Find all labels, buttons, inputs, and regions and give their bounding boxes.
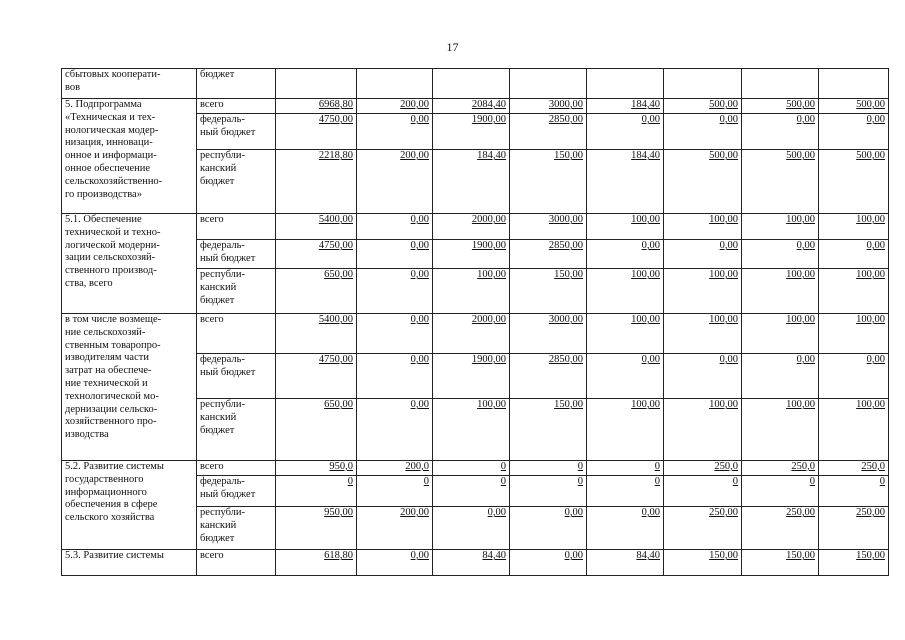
amount-value: 0,00 [719, 114, 738, 125]
amount-cell [433, 114, 510, 150]
amount-value: 0,00 [410, 314, 429, 325]
amount-cell [664, 354, 742, 399]
amount-cell [587, 99, 664, 114]
amount-cell [587, 69, 664, 99]
amount-cell [510, 240, 587, 269]
amount-cell [433, 240, 510, 269]
amount-cell [276, 507, 357, 550]
amount-value: 5400,00 [318, 214, 353, 225]
amount-value: 250,0 [714, 461, 738, 472]
amount-cell [276, 476, 357, 507]
table-row [62, 214, 889, 240]
amount-cell [742, 269, 819, 314]
amount-cell [819, 240, 889, 269]
amount-cell [742, 314, 819, 354]
amount-cell [742, 114, 819, 150]
amount-value: 0,00 [796, 240, 815, 251]
amount-cell [587, 399, 664, 461]
amount-cell [664, 476, 742, 507]
amount-value: 0,00 [564, 550, 583, 561]
amount-value: 100,00 [631, 399, 660, 410]
amount-value: 0,00 [866, 354, 885, 365]
amount-value: 250,00 [786, 507, 815, 518]
amount-value: 0,00 [641, 507, 660, 518]
amount-value: 0,00 [410, 214, 429, 225]
table-row [62, 69, 889, 99]
amount-value: 2000,00 [471, 314, 506, 325]
amount-value: 250,0 [861, 461, 885, 472]
amount-cell [357, 150, 433, 214]
amount-value: 100,00 [709, 314, 738, 325]
amount-cell [819, 114, 889, 150]
amount-value: 0,00 [410, 269, 429, 280]
table-row [62, 550, 889, 576]
amount-cell [664, 240, 742, 269]
funding-source-cell: всего [197, 550, 276, 576]
amount-cell [664, 114, 742, 150]
amount-value: 0,00 [866, 240, 885, 251]
amount-cell [664, 461, 742, 476]
amount-value: 2850,00 [548, 354, 583, 365]
funding-source-cell: всего [197, 461, 276, 476]
funding-source-cell: всего [197, 314, 276, 354]
amount-value: 100,00 [856, 269, 885, 280]
amount-value: 84,40 [636, 550, 660, 561]
amount-value: 100,00 [709, 214, 738, 225]
amount-value: 1900,00 [471, 354, 506, 365]
amount-cell [276, 150, 357, 214]
amount-value: 100,00 [631, 314, 660, 325]
amount-value: 184,40 [477, 150, 506, 161]
amount-value: 0,00 [641, 114, 660, 125]
amount-value: 500,00 [709, 99, 738, 110]
amount-value: 4750,00 [318, 354, 353, 365]
amount-cell [276, 214, 357, 240]
amount-cell [433, 461, 510, 476]
amount-value: 100,00 [786, 314, 815, 325]
amount-cell [510, 476, 587, 507]
amount-value: 3000,00 [548, 314, 583, 325]
amount-cell [510, 354, 587, 399]
amount-cell [587, 314, 664, 354]
amount-value: 0,00 [410, 240, 429, 251]
amount-value: 950,00 [324, 507, 353, 518]
amount-value: 0,00 [410, 354, 429, 365]
amount-value: 0,00 [487, 507, 506, 518]
amount-cell [433, 150, 510, 214]
amount-cell [664, 507, 742, 550]
funding-source-cell: республи- канский бюджет [197, 269, 276, 314]
amount-cell [357, 476, 433, 507]
amount-cell [357, 214, 433, 240]
amount-value: 0 [500, 461, 506, 472]
amount-cell [587, 269, 664, 314]
amount-cell [357, 314, 433, 354]
amount-cell [510, 550, 587, 576]
program-name-cell: 5.2. Развитие системы государственного информационного обеспечения в сфере сельского хозяйства [62, 461, 197, 550]
amount-value: 0,00 [641, 354, 660, 365]
amount-value: 1900,00 [471, 240, 506, 251]
amount-value: 184,40 [631, 150, 660, 161]
funding-source-cell: федераль- ный бюджет [197, 114, 276, 150]
amount-cell [742, 150, 819, 214]
program-name-cell: 5. Подпрограмма «Техническая и тех- нологическая модер- низация, инноваци- онное и информаци- онное обеспечение сельскохозяйственно- го производства» [62, 99, 197, 214]
amount-value: 0,00 [410, 114, 429, 125]
amount-cell [510, 399, 587, 461]
amount-value: 150,00 [554, 269, 583, 280]
amount-value: 84,40 [482, 550, 506, 561]
amount-cell [742, 507, 819, 550]
amount-cell [510, 99, 587, 114]
amount-cell [664, 150, 742, 214]
amount-cell [587, 150, 664, 214]
amount-cell [357, 69, 433, 99]
amount-value: 0,00 [719, 240, 738, 251]
amount-cell [742, 461, 819, 476]
amount-value: 950,0 [329, 461, 353, 472]
amount-cell [433, 69, 510, 99]
amount-cell [357, 354, 433, 399]
funding-source-cell: республи- канский бюджет [197, 399, 276, 461]
amount-cell [433, 314, 510, 354]
amount-value: 100,00 [786, 214, 815, 225]
amount-cell [819, 99, 889, 114]
amount-cell [742, 354, 819, 399]
table-row [62, 314, 889, 354]
amount-value: 200,00 [400, 150, 429, 161]
amount-cell [819, 461, 889, 476]
amount-cell [276, 461, 357, 476]
amount-cell [664, 314, 742, 354]
amount-value: 2850,00 [548, 114, 583, 125]
amount-value: 150,00 [709, 550, 738, 561]
amount-cell [587, 214, 664, 240]
amount-value: 0,00 [641, 240, 660, 251]
amount-cell [357, 399, 433, 461]
program-name-cell: 5.1. Обеспечение технической и техно- логической модерни- зации сельскохозяй- ственного производ- ства, всего [62, 214, 197, 314]
amount-value: 100,00 [786, 399, 815, 410]
amount-value: 6968,80 [318, 99, 353, 110]
amount-value: 0 [577, 476, 583, 487]
amount-value: 100,00 [631, 269, 660, 280]
amount-cell [742, 550, 819, 576]
amount-value: 5400,00 [318, 314, 353, 325]
funding-source-cell: республи- канский бюджет [197, 507, 276, 550]
amount-value: 200,0 [405, 461, 429, 472]
amount-value: 250,00 [856, 507, 885, 518]
amount-cell [664, 269, 742, 314]
amount-cell [819, 69, 889, 99]
amount-value: 1900,00 [471, 114, 506, 125]
table-row [62, 461, 889, 476]
amount-value: 3000,00 [548, 214, 583, 225]
amount-value: 150,00 [856, 550, 885, 561]
amount-cell [742, 399, 819, 461]
amount-value: 150,00 [786, 550, 815, 561]
amount-cell [587, 461, 664, 476]
amount-value: 0 [809, 476, 815, 487]
amount-value: 184,40 [631, 99, 660, 110]
amount-value: 0 [423, 476, 429, 487]
amount-cell [276, 314, 357, 354]
amount-cell [510, 269, 587, 314]
page-number: 17 [446, 40, 459, 54]
funding-source-cell: федераль- ный бюджет [197, 240, 276, 269]
amount-cell [433, 550, 510, 576]
amount-value: 100,00 [709, 269, 738, 280]
amount-value: 100,00 [856, 399, 885, 410]
amount-cell [433, 269, 510, 314]
funding-source-cell: всего [197, 214, 276, 240]
amount-cell [510, 314, 587, 354]
program-name-cell: сбытовых кооперати- вов [62, 69, 197, 99]
funding-source-cell: республи- канский бюджет [197, 150, 276, 214]
amount-value: 2218,80 [318, 150, 353, 161]
amount-value: 0 [879, 476, 885, 487]
amount-value: 500,00 [786, 99, 815, 110]
amount-cell [510, 214, 587, 240]
amount-cell [819, 550, 889, 576]
amount-cell [276, 550, 357, 576]
amount-cell [510, 507, 587, 550]
amount-value: 0,00 [410, 550, 429, 561]
amount-cell [276, 399, 357, 461]
amount-cell [276, 269, 357, 314]
amount-cell [276, 354, 357, 399]
amount-value: 250,00 [709, 507, 738, 518]
amount-cell [819, 354, 889, 399]
funding-source-cell: федераль- ный бюджет [197, 354, 276, 399]
amount-value: 0 [500, 476, 506, 487]
amount-cell [433, 214, 510, 240]
amount-cell [510, 69, 587, 99]
amount-cell [587, 476, 664, 507]
amount-cell [276, 69, 357, 99]
funding-source-cell: всего [197, 99, 276, 114]
amount-cell [664, 214, 742, 240]
amount-value: 0,00 [866, 114, 885, 125]
amount-cell [276, 114, 357, 150]
amount-value: 100,00 [631, 214, 660, 225]
amount-value: 3000,00 [548, 99, 583, 110]
amount-value: 100,00 [477, 399, 506, 410]
budget-table [61, 68, 889, 576]
amount-cell [819, 269, 889, 314]
amount-cell [433, 354, 510, 399]
amount-cell [742, 476, 819, 507]
amount-value: 0 [654, 461, 660, 472]
amount-value: 650,00 [324, 269, 353, 280]
amount-cell [664, 399, 742, 461]
amount-cell [433, 99, 510, 114]
amount-value: 650,00 [324, 399, 353, 410]
amount-value: 0,00 [796, 114, 815, 125]
amount-cell [819, 476, 889, 507]
amount-cell [742, 99, 819, 114]
amount-value: 100,00 [709, 399, 738, 410]
amount-cell [357, 114, 433, 150]
amount-value: 0,00 [796, 354, 815, 365]
amount-value: 100,00 [786, 269, 815, 280]
amount-cell [664, 550, 742, 576]
amount-value: 0 [577, 461, 583, 472]
amount-value: 0,00 [410, 399, 429, 410]
amount-value: 0,00 [564, 507, 583, 518]
amount-cell [433, 507, 510, 550]
amount-value: 2084,40 [471, 99, 506, 110]
amount-cell [587, 507, 664, 550]
amount-cell [819, 214, 889, 240]
amount-cell [587, 550, 664, 576]
program-name-cell: в том числе возмеще- ние сельскохозяй- ственным товаропро- изводителям части затрат на обеспече- ние технической и технологической мо- дернизации сельско- хозяйственного про- изводства [62, 314, 197, 461]
amount-value: 250,0 [791, 461, 815, 472]
amount-cell [357, 240, 433, 269]
amount-cell [357, 461, 433, 476]
amount-cell [587, 114, 664, 150]
amount-cell [587, 240, 664, 269]
amount-value: 618,80 [324, 550, 353, 561]
amount-cell [357, 269, 433, 314]
amount-cell [742, 214, 819, 240]
amount-value: 0,00 [719, 354, 738, 365]
amount-cell [510, 150, 587, 214]
amount-value: 500,00 [786, 150, 815, 161]
amount-value: 0 [347, 476, 353, 487]
program-name-cell: 5.3. Развитие системы [62, 550, 197, 576]
amount-cell [510, 461, 587, 476]
amount-cell [664, 69, 742, 99]
amount-value: 500,00 [709, 150, 738, 161]
amount-cell [587, 354, 664, 399]
funding-source-cell: федераль- ный бюджет [197, 476, 276, 507]
amount-cell [819, 399, 889, 461]
amount-cell [742, 240, 819, 269]
amount-cell [433, 476, 510, 507]
amount-value: 0 [732, 476, 738, 487]
amount-value: 500,00 [856, 99, 885, 110]
amount-cell [357, 550, 433, 576]
amount-value: 200,00 [400, 507, 429, 518]
amount-value: 2000,00 [471, 214, 506, 225]
amount-value: 4750,00 [318, 114, 353, 125]
amount-value: 150,00 [554, 150, 583, 161]
amount-cell [510, 114, 587, 150]
amount-value: 4750,00 [318, 240, 353, 251]
amount-cell [664, 99, 742, 114]
amount-cell [357, 99, 433, 114]
amount-cell [357, 507, 433, 550]
amount-value: 100,00 [477, 269, 506, 280]
amount-cell [433, 399, 510, 461]
funding-source-cell: бюджет [197, 69, 276, 99]
amount-cell [276, 99, 357, 114]
table-row [62, 99, 889, 114]
amount-value: 0 [654, 476, 660, 487]
amount-cell [819, 314, 889, 354]
amount-value: 100,00 [856, 214, 885, 225]
amount-value: 200,00 [400, 99, 429, 110]
amount-cell [819, 150, 889, 214]
amount-cell [819, 507, 889, 550]
amount-cell [276, 240, 357, 269]
amount-value: 500,00 [856, 150, 885, 161]
amount-value: 2850,00 [548, 240, 583, 251]
amount-value: 100,00 [856, 314, 885, 325]
amount-value: 150,00 [554, 399, 583, 410]
amount-cell [742, 69, 819, 99]
